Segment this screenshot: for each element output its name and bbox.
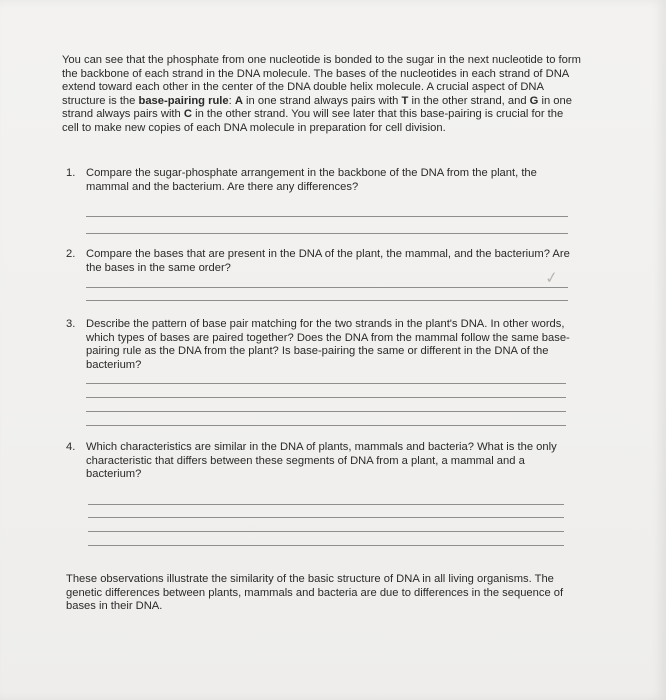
- answer-line[interactable]: [86, 300, 568, 301]
- base-letter-g: G: [529, 94, 539, 107]
- question-text: Compare the bases that are present in the DNA of the plant, the mammal, and the bacterium? Are the bases in the same order?: [86, 248, 570, 274]
- base-letter-t: T: [401, 94, 409, 107]
- question-number: 3.: [66, 318, 76, 330]
- answer-line[interactable]: [88, 531, 564, 532]
- intro-bold-term: base-pairing rule: [138, 94, 229, 107]
- intro-text: in one strand always pairs with: [62, 94, 572, 121]
- question-number: 4.: [66, 441, 76, 453]
- answer-line[interactable]: [86, 411, 566, 412]
- pencil-mark-icon: ✓: [543, 269, 560, 288]
- answer-line[interactable]: [86, 287, 568, 288]
- answer-line[interactable]: [88, 517, 564, 518]
- intro-paragraph: [62, 54, 582, 136]
- answer-line[interactable]: [86, 397, 566, 398]
- question-text: Compare the sugar-phosphate arrangement in the backbone of the DNA from the plant, the mammal and the bacterium. Are there any differences?: [86, 167, 537, 193]
- answer-line[interactable]: [86, 425, 566, 426]
- answer-line[interactable]: [86, 383, 566, 384]
- question-number: 1.: [66, 167, 76, 179]
- question-text: Which characteristics are similar in the DNA of plants, mammals and bacteria? What is the only characteristic that differs between these segments of DNA from a plant, a mammal and a bacterium?: [86, 441, 557, 481]
- intro-text: You can see that the phosphate from one nucleotide is bonded to the sugar in the next nucleotide to form the backbone of each strand in the DNA molecule. The bases of the nucleotides in each strand of DNA extend toward each other in the center of the DNA double helix molecule. A crucial aspect of DNA structure is the: [62, 54, 581, 107]
- closing-paragraph: These observations illustrate the similarity of the basic structure of DNA in all living organisms. The genetic differences between plants, mammals and bacteria are due to differences in the sequence of bases in their DNA.: [66, 573, 564, 613]
- intro-text: :: [228, 94, 235, 107]
- base-letter-c: C: [183, 108, 192, 121]
- question-number: 2.: [66, 248, 76, 260]
- intro-text: in one strand always pairs with: [242, 94, 402, 107]
- base-letter-a: A: [234, 94, 243, 107]
- answer-line[interactable]: [88, 545, 564, 546]
- answer-line[interactable]: [86, 233, 568, 234]
- answer-line[interactable]: [88, 504, 564, 505]
- intro-text: in the other strand, and: [408, 94, 530, 107]
- intro-text: in the other strand. You will see later that this base-pairing is crucial for the cell to make new copies of each DNA molecule in preparation for cell division.: [62, 108, 564, 134]
- answer-line[interactable]: [86, 216, 568, 217]
- question-text: Describe the pattern of base pair matching for the two strands in the plant's DNA. In other words, which types of bases are paired together? Does the DNA from the mammal follow the same base-pairing rule as the DNA from the plant? Is base-pairing the same or different in the DNA of the bacterium?: [86, 318, 570, 371]
